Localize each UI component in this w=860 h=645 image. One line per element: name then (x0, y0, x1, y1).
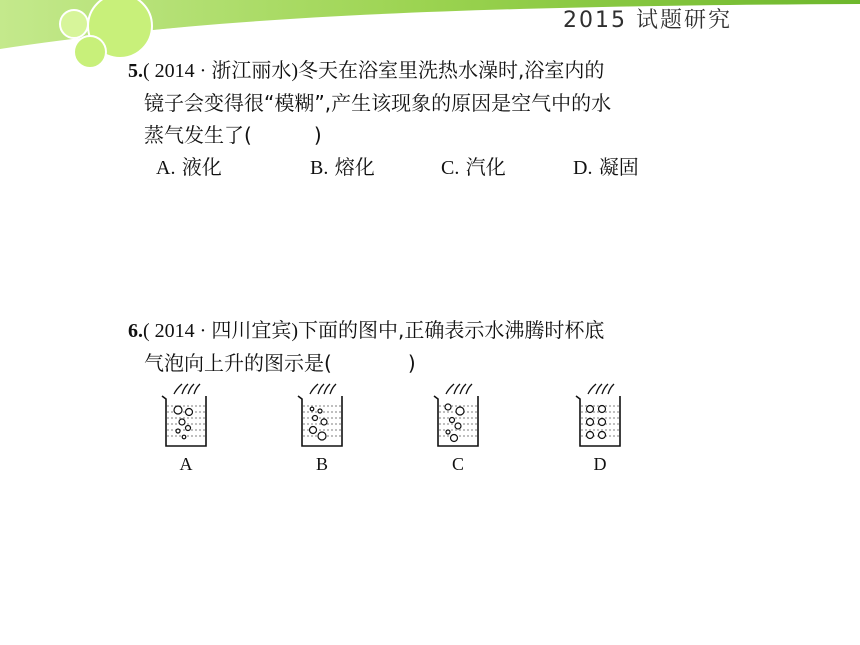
choice-a[interactable] (156, 151, 310, 184)
q5-line-3 (128, 119, 728, 151)
beaker-label-b: B (315, 454, 328, 474)
q6-line2-close: ) (407, 351, 416, 375)
beaker-figures (150, 382, 670, 482)
q5-line3-text: 蒸气发生了( (144, 123, 252, 147)
q6-line-2 (128, 347, 728, 379)
choice-text: 液化 (181, 155, 222, 179)
beaker-b-drawing (292, 382, 352, 452)
beaker-d-drawing (570, 382, 630, 452)
beaker-label-c: C (451, 454, 464, 474)
beaker-option-a[interactable] (156, 382, 216, 477)
beaker-option-b[interactable] (292, 382, 352, 477)
q5-line-1 (128, 54, 728, 87)
q5-line-2: 镜子会变得很“模糊”,产生该现象的原因是空气中的水 (144, 91, 612, 115)
choice-b[interactable] (310, 151, 441, 184)
question-5 (128, 54, 728, 184)
beaker-option-d[interactable] (570, 382, 630, 477)
beaker-option-c[interactable] (428, 382, 488, 477)
choice-letter: A. (156, 157, 176, 179)
q6-number: 6. (128, 320, 143, 342)
slide-header (0, 0, 860, 50)
q5-line3-close: ) (313, 123, 322, 147)
beaker-label-a: A (179, 454, 193, 474)
q5-line1-text: 冬天在浴室里洗热水澡时,浴室内的 (297, 58, 605, 82)
q6-source: ( 2014 · 四川宜宾) (143, 320, 298, 342)
header-title: 2015 试题研究 (563, 8, 732, 33)
question-6 (128, 314, 728, 379)
choice-letter: C. (441, 157, 460, 179)
beaker-label-d: D (593, 454, 607, 474)
choice-letter: B. (310, 157, 329, 179)
choice-text: 凝固 (598, 155, 639, 179)
beaker-c-drawing (428, 382, 488, 452)
choice-letter: D. (573, 157, 593, 179)
q6-line2-text: 气泡向上升的图示是( (144, 351, 332, 375)
q5-number: 5. (128, 60, 143, 82)
choice-text: 熔化 (334, 155, 375, 179)
q5-choices (128, 151, 728, 184)
q5-source: ( 2014 · 浙江丽水) (143, 60, 298, 82)
choice-text: 汽化 (465, 155, 506, 179)
choice-c[interactable] (441, 151, 573, 184)
beaker-a-drawing (156, 382, 216, 452)
q6-line-1 (128, 314, 728, 347)
choice-d[interactable] (573, 151, 639, 184)
q6-line1-text: 下面的图中,正确表示水沸腾时杯底 (297, 318, 605, 342)
